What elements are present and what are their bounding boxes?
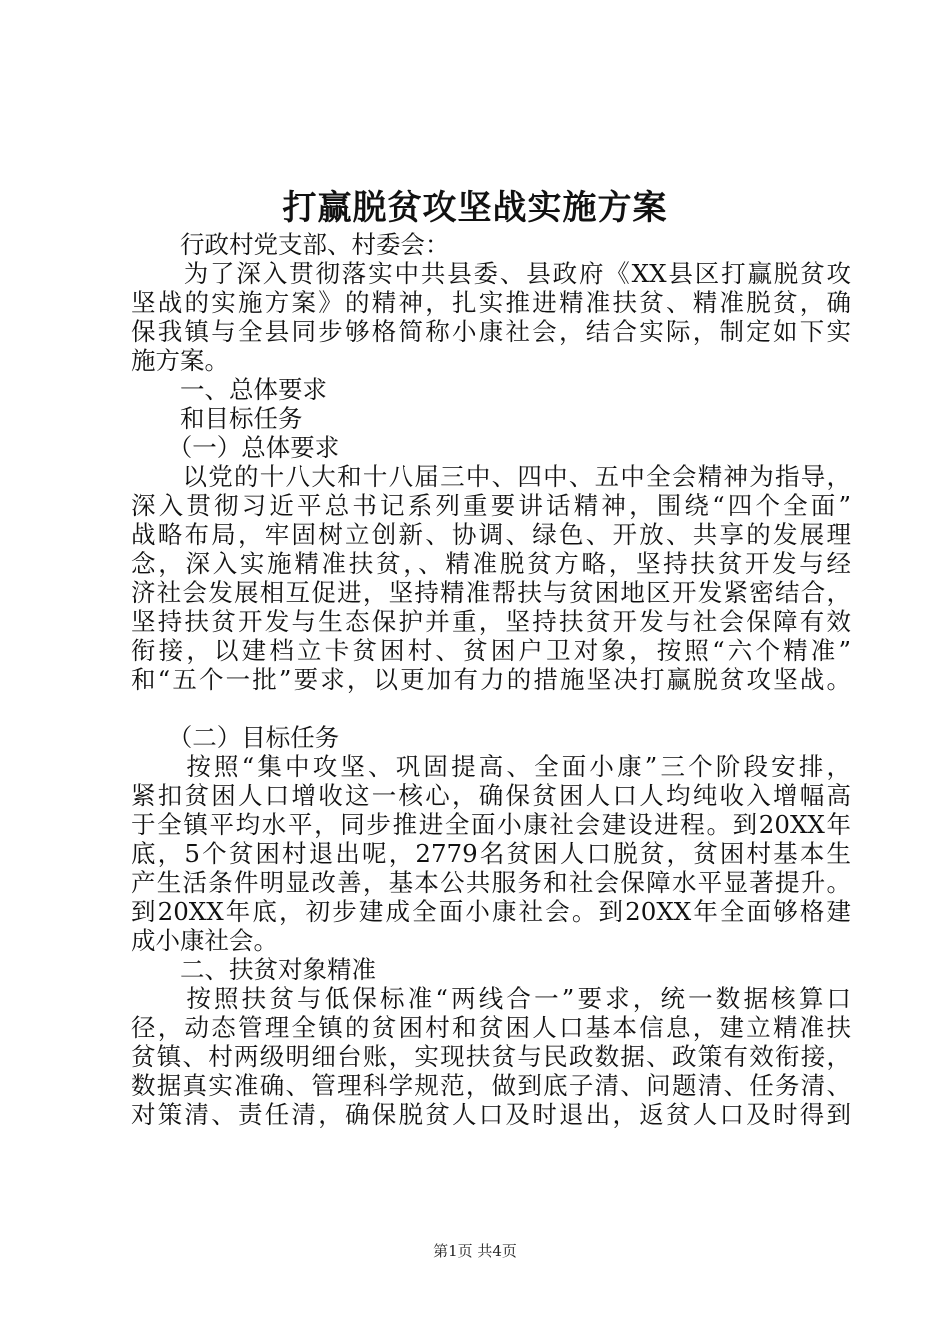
text-line: 到20XX年底，初步建成全面小康社会。到20XX年全面够格建 <box>131 897 851 926</box>
text-line: 按照扶贫与低保标准“两线合一”要求，统一数据核算口 <box>131 984 851 1013</box>
text-line <box>131 694 851 723</box>
text-line: 对策清、责任清，确保脱贫人口及时退出，返贫人口及时得到 <box>131 1100 851 1129</box>
text-line: （二）目标任务 <box>131 723 340 752</box>
document-body <box>131 230 851 1129</box>
text-line: 深入贯彻习近平总书记系列重要讲话精神，围绕“四个全面” <box>131 491 851 520</box>
text-line: 坚持扶贫开发与生态保护并重，坚持扶贫开发与社会保障有效 <box>131 607 851 636</box>
text-line: 以党的十八大和十八届三中、四中、五中全会精神为指导， <box>131 462 851 491</box>
text-line: 和“五个一批”要求，以更加有力的措施坚决打赢脱贫攻坚战。 <box>131 665 851 694</box>
text-line: 底，5个贫困村退出呢，2779名贫困人口脱贫，贫困村基本生 <box>131 839 851 868</box>
text-line: 行政村党支部、村委会： <box>131 230 450 259</box>
text-line: 二、扶贫对象精准 <box>131 955 376 984</box>
text-line: 为了深入贯彻落实中共县委、县政府《XX县区打赢脱贫攻 <box>131 259 851 288</box>
text-line: 紧扣贫困人口增收这一核心，确保贫困人口人均纯收入增幅高 <box>131 781 851 810</box>
text-line: 和目标任务 <box>131 404 303 433</box>
text-line: 于全镇平均水平，同步推进全面小康社会建设进程。到20XX年 <box>131 810 851 839</box>
text-line: 一、总体要求 <box>131 375 327 404</box>
text-line: 按照“集中攻坚、巩固提高、全面小康”三个阶段安排， <box>131 752 851 781</box>
text-line: 念，深入实施精准扶贫，、精准脱贫方略，坚持扶贫开发与经 <box>131 549 851 578</box>
text-line: 保我镇与全县同步够格简称小康社会，结合实际，制定如下实 <box>131 317 851 346</box>
text-line: （一）总体要求 <box>131 433 340 462</box>
document-title: 打赢脱贫攻坚战实施方案 <box>282 188 668 228</box>
text-line: 战略布局，牢固树立创新、协调、绿色、开放、共享的发展理 <box>131 520 851 549</box>
text-line: 济社会发展相互促进，坚持精准帮扶与贫困地区开发紧密结合， <box>131 578 851 607</box>
text-line: 贫镇、村两级明细台账，实现扶贫与民政数据、政策有效衔接， <box>131 1042 851 1071</box>
text-line: 径，动态管理全镇的贫困村和贫困人口基本信息，建立精准扶 <box>131 1013 851 1042</box>
text-line: 产生活条件明显改善，基本公共服务和社会保障水平显著提升。 <box>131 868 851 897</box>
text-line: 数据真实准确、管理科学规范，做到底子清、问题清、任务清、 <box>131 1071 851 1100</box>
text-line: 坚战的实施方案》的精神，扎实推进精准扶贫、精准脱贫，确 <box>131 288 851 317</box>
text-line: 衔接，以建档立卡贫困村、贫困户卫对象，按照“六个精准” <box>131 636 851 665</box>
page-footer: 第1页 共4页 <box>433 1242 517 1260</box>
text-line: 施方案。 <box>131 346 229 375</box>
text-line: 成小康社会。 <box>131 926 278 955</box>
